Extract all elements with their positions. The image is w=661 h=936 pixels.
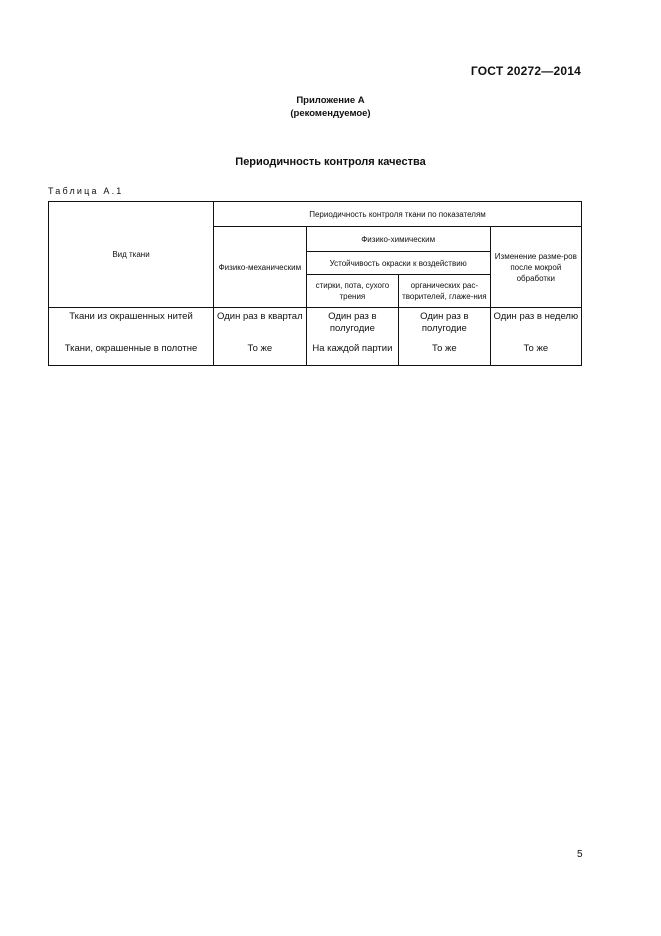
table-row [49, 340, 582, 366]
appendix-subtitle: (рекомендуемое) [290, 108, 371, 119]
cell-wash: Один раз в полугодие [306, 308, 398, 341]
cell-wash: На каждой партии [306, 340, 398, 366]
table-caption: Таблица А.1 [48, 186, 124, 196]
table-row [49, 308, 582, 341]
cell-solvents: Один раз в полугодие [399, 308, 491, 341]
quality-control-table [48, 201, 582, 366]
header-wash-sweat-friction: стирки, пота, сухого трения [306, 275, 398, 308]
header-fabric-type: Вид ткани [49, 202, 214, 308]
cell-fabric: Ткани из окрашенных нитей [49, 308, 214, 341]
header-shrinkage: Изменение разме-ров после мокрой обработки [490, 227, 581, 308]
cell-solvents: То же [399, 340, 491, 366]
cell-fabric: Ткани, окрашенные в полотне [49, 340, 214, 366]
header-phys-mech: Физико-механическим [214, 227, 307, 308]
header-phys-chem: Физико-химическим [306, 227, 490, 252]
cell-phys-mech: Один раз в квартал [214, 308, 307, 341]
cell-shrink: Один раз в неделю [490, 308, 581, 341]
header-dye-fastness: Устойчивость окраски к воздействию [306, 252, 490, 275]
section-title: Периодичность контроля качества [235, 156, 426, 168]
cell-shrink: То же [490, 340, 581, 366]
page-number: 5 [577, 849, 583, 860]
appendix-title: Приложение А [296, 95, 365, 106]
cell-phys-mech: То же [214, 340, 307, 366]
header-control-frequency: Периодичность контроля ткани по показателям [214, 202, 582, 227]
header-solvents-ironing: органических рас-творителей, глаже-ния [399, 275, 491, 308]
document-code: ГОСТ 20272—2014 [470, 64, 581, 78]
